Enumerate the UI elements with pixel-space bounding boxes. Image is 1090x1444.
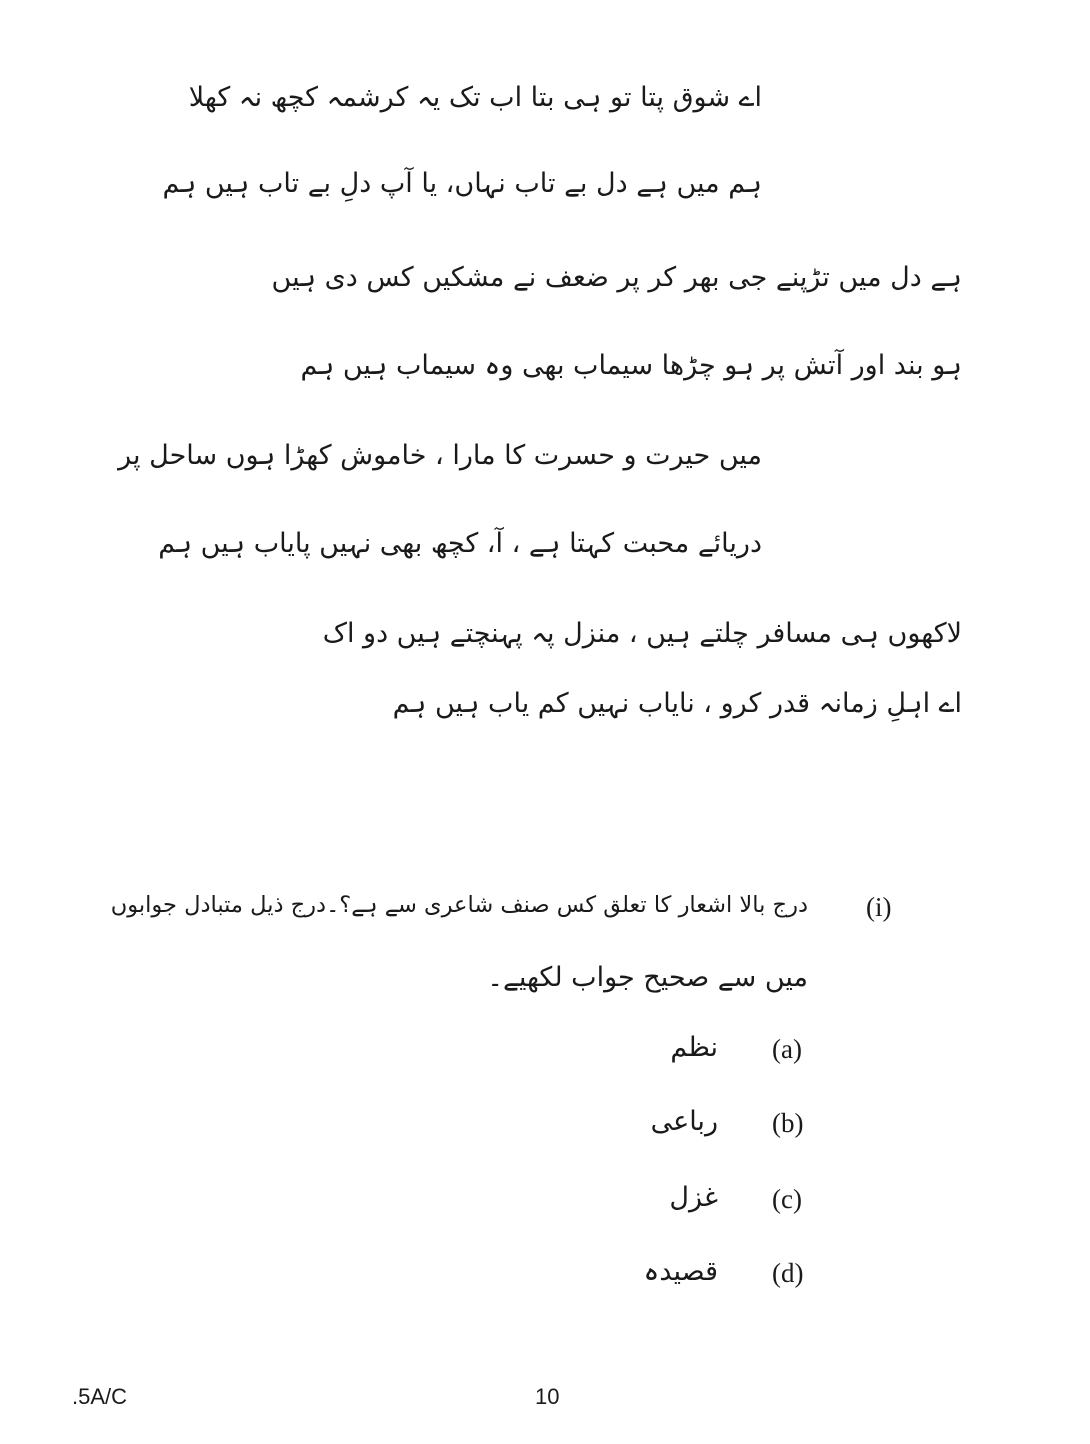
poem-line-3: ہے دل میں تڑپنے جی بھر کر پر ضعف نے مشکیں کس دی ہیں — [271, 262, 962, 293]
option-b-label: (b) — [772, 1108, 804, 1138]
page-number: 10 — [535, 1384, 560, 1409]
question-text-line-1: درج بالا اشعار کا تعلق کس صنف شاعری سے ہے؟۔درج ذیل متبادل جوابوں — [110, 892, 808, 918]
poem-line-6: دریائے محبت کہتا ہے ، آ، کچھ بھی نہیں پایاب ہیں ہم — [158, 528, 762, 559]
option-d-label: (d) — [772, 1258, 804, 1288]
poem-line-2: ہم میں ہے دل بے تاب نہاں، یا آپ دلِ بے تاب ہیں ہم — [162, 168, 762, 199]
option-a-text: نظم — [670, 1032, 718, 1063]
poem-line-7: لاکھوں ہی مسافر چلتے ہیں ، منزل پہ پہنچتے ہیں دو اک — [322, 618, 962, 649]
poem-line-1: اے شوق پتا تو ہی بتا اب تک یہ کرشمہ کچھ نہ کھلا — [188, 82, 762, 113]
question-text-line-2: میں سے صحیح جواب لکھیے۔ — [487, 962, 808, 993]
poem-line-4: ہو بند اور آتش پر ہو چڑھا سیماب بھی وہ سیماب ہیں ہم — [300, 350, 962, 381]
option-b-text: رباعی — [650, 1106, 718, 1137]
paper-code: .5A/C — [72, 1384, 128, 1409]
option-c-text: غزل — [669, 1182, 718, 1213]
option-c-label: (c) — [772, 1184, 802, 1214]
option-a-label: (a) — [772, 1034, 802, 1064]
question-number: (i) — [866, 892, 892, 922]
poem-line-8: اے اہلِ زمانہ قدر کرو ، نایاب نہیں کم یاب ہیں ہم — [392, 688, 962, 719]
poem-line-5: میں حیرت و حسرت کا مارا ، خاموش کھڑا ہوں ساحل پر — [118, 440, 762, 471]
option-d-text: قصیدہ — [643, 1256, 718, 1287]
